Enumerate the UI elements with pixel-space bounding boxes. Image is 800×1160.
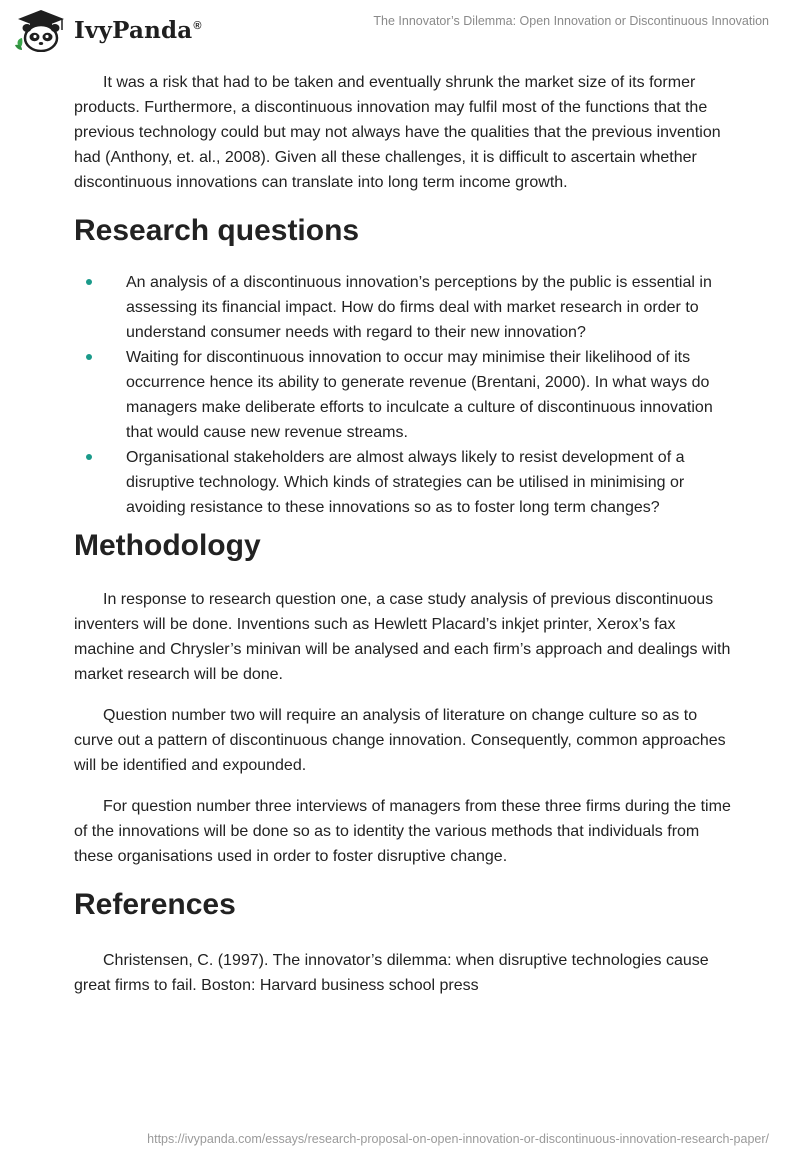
methodology-heading: Methodology <box>74 529 261 562</box>
methodology-paragraph: In response to research question one, a case study analysis of previous discontinuous inventers will be done. Inventions such as Hewlett Placard’s inkjet printer, Xerox’s fax machine and Chrysler’s minivan will be analysed and each firm’s approach and dealings with market research will be done. <box>74 591 731 683</box>
list-item <box>74 445 734 520</box>
page-header <box>0 0 800 60</box>
methodology-paragraph: Question number two will require an analysis of literature on change culture so as to curve out a pattern of discontinuous change innovation. Consequently, common approaches will be identified and expounded. <box>74 707 726 774</box>
references-heading: References <box>74 888 236 921</box>
brand-logo[interactable] <box>14 8 202 52</box>
list-item-text: Organisational stakeholders are almost always likely to resist development of a disruptive technology. Which kinds of strategies can be utilised in minimising or avoiding resistance to these innovations so as to foster long term changes? <box>126 449 685 516</box>
bullet-icon <box>86 354 92 360</box>
list-item <box>74 345 734 445</box>
reference-entry: Christensen, C. (1997). The innovator’s dilemma: when disruptive technologies cause great firms to fail. Boston: Harvard business school press <box>74 952 709 994</box>
panda-logo-icon <box>14 8 68 52</box>
research-questions-heading: Research questions <box>74 214 360 247</box>
source-url-link[interactable]: https://ivypanda.com/essays/research-proposal-on-open-innovation-or-discontinuous-innovation-research-paper/ <box>147 1132 769 1146</box>
essay-content <box>74 70 734 1014</box>
bullet-icon <box>86 454 92 460</box>
list-item <box>74 270 734 345</box>
bullet-icon <box>86 279 92 285</box>
intro-paragraph: It was a risk that had to be taken and eventually shrunk the market size of its former products. Furthermore, a discontinuous innovation may fulfil most of the functions that the previous technology could but may not always have the qualities that the previous invention had (Anthony, et. al., 2008). Given all these challenges, it is difficult to ascertain whether discontinuous innovations can translate into long term income growth. <box>74 74 721 191</box>
research-questions-list <box>74 270 734 520</box>
list-item-text: Waiting for discontinuous innovation to occur may minimise their likelihood of its occurrence hence its ability to generate revenue (Brentani, 2000). In what ways do managers make deliberate efforts to inculcate a culture of discontinuous innovation that would cause new revenue streams. <box>126 349 713 441</box>
methodology-paragraph: For question number three interviews of managers from these three firms during the time of the innovations will be done so as to identity the various methods that individuals from these organisations used in order to foster disruptive change. <box>74 798 731 865</box>
document-title: The Innovator’s Dilemma: Open Innovation or Discontinuous Innovation <box>373 14 769 28</box>
brand-name: IvyPanda® <box>74 16 202 44</box>
registered-mark: ® <box>193 19 202 32</box>
list-item-text: An analysis of a discontinuous innovation’s perceptions by the public is essential in assessing its financial impact. How do firms deal with market research in order to understand consumer needs with regard to their new innovation? <box>126 274 712 341</box>
